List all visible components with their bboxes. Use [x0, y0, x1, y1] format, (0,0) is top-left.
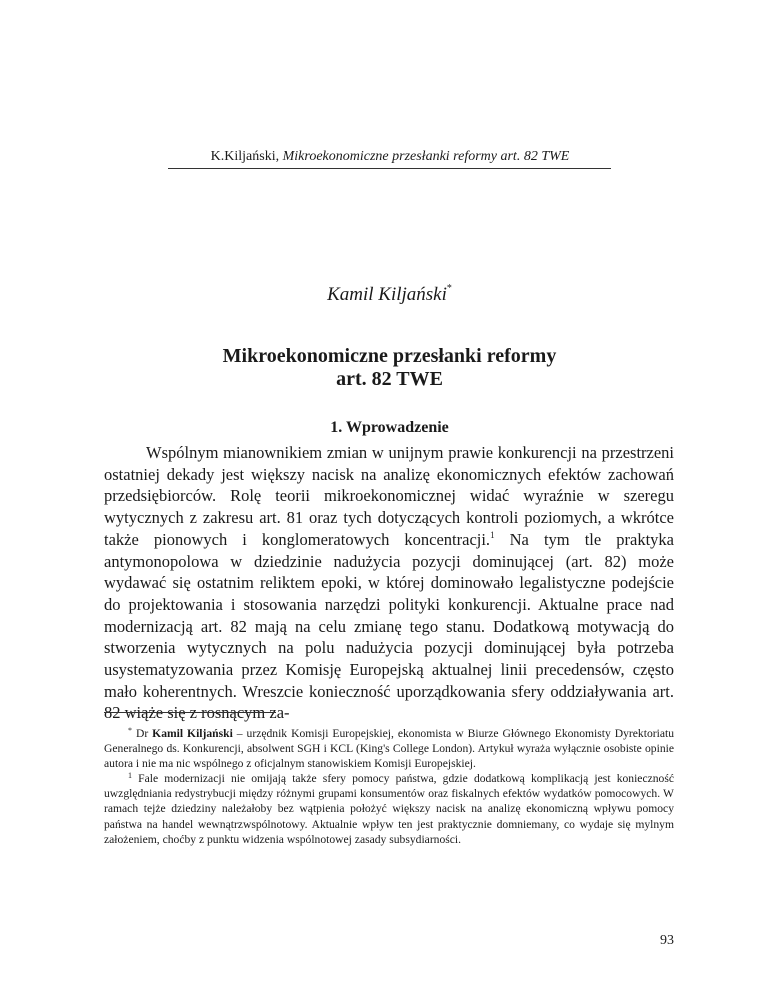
footnote-reference-1: 1	[490, 529, 495, 540]
article-title	[168, 345, 611, 391]
section-heading: 1. Wprowadzenie	[330, 419, 449, 436]
running-head	[170, 148, 610, 166]
page-number: 93	[660, 933, 674, 948]
article-title-line-1: Mikroekonomiczne przesłanki reformy	[222, 345, 557, 367]
author-footnote-mark: *	[446, 283, 452, 294]
footnote-author-mark: *	[128, 726, 132, 735]
body-paragraph	[104, 442, 674, 724]
article-author	[168, 283, 611, 307]
footnote-author-prefix: Dr	[135, 727, 149, 740]
footnote-1	[104, 771, 674, 846]
footnote-rule	[104, 712, 276, 713]
article-title-line-2: art. 82 TWE	[336, 368, 443, 390]
footnote-1-mark: 1	[128, 771, 132, 781]
footnote-author-name: Kamil Kiljański	[152, 727, 233, 740]
footnotes	[104, 726, 674, 847]
header-rule	[168, 168, 611, 169]
body-text-part-1: Wspólnym mianownikiem zmian w unijnym prawie konkurencji na przestrzeni ostatniej dekady jest większy nacisk na analizę ekonomicznych efektów zachowań przedsiębiorców. Rolę teorii mikroekonomicznej widać wyraźnie w szeregu wytycznych z zakresu art. 81 oraz tych dotyczących kontroli poziomych, a wkrótce także pionowych i konglomeratowych koncentracji.	[104, 443, 674, 549]
footnote-author	[104, 726, 674, 771]
running-head-title: Mikroekonomiczne przesłanki reformy art. 82 TWE	[282, 149, 570, 164]
footnote-1-text: Fale modernizacji nie omijają także sfery pomocy państwa, gdzie dodatkową komplikacją jest konieczność uwzględniania redystrybucji między różnymi grupami konsumentów oraz fiskalnych efektów wydatków pomocowych. W ramach tejże dziedziny należałoby bez wątpienia położyć większy nacisk na analizę ekonomiczną wpływu pomocy państwa na handel wewnątrzwspólnotowy. Aktualnie wpływ ten jest praktycznie domniemany, co wydaje się mylnym założeniem, choćby z punktu widzenia wspólnotowej zasady subsydiarności.	[104, 772, 674, 846]
footnote-author-text: – urzędnik Komisji Europejskiej, ekonomista w Biurze Głównego Ekonomisty Dyrektoriatu Generalnego ds. Konkurencji, absolwent SGH i KCL (King's College London). Artykuł wyraża wyłącznie osobiste opinie autora i nie ma nic wspólnego z oficjalnym stanowiskiem Komisji Europejskiej.	[104, 727, 674, 771]
body-text-part-2: Na tym tle praktyka antymonopolowa w dziedzinie nadużycia pozycji dominującej (art. 82) może wydawać się ostatnim reliktem epoki, w której dominowało legalistyczne podejście do projektowania i stosowania narzędzi polityki konkurencji. Aktualne prace nad modernizacją art. 82 mają na celu zmianę tego stanu. Dodatkową motywacją do stworzenia wytycznych na polu nadużycia pozycji dominującej była potrzeba usystematyzowania przez Komisję Europejską aktualnej linii precedensów, często mało koherentnych. Wreszcie konieczność uporządkowania sfery oddziaływania art. 82 wiąże się z rosnącym za-	[104, 529, 674, 723]
running-head-author: K.Kiljański,	[210, 149, 280, 164]
author-name: Kamil Kiljański	[327, 284, 447, 305]
